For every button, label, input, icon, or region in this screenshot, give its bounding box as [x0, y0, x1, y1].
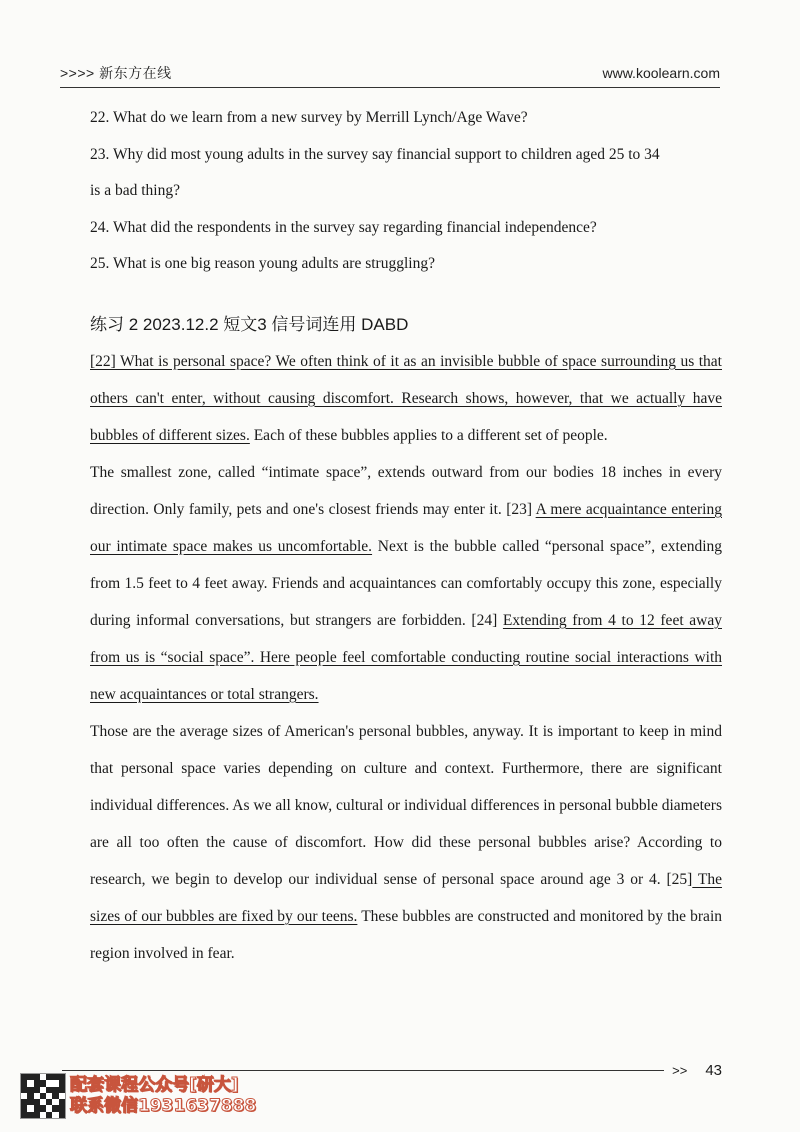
qr-code-icon — [20, 1073, 66, 1119]
page-number: 43 — [705, 1062, 722, 1079]
paragraph-3-text-a: Those are the average sizes of American's personal bubbles, anyway. It is important to keep in mind that personal space varies depending on culture and context. Furthermore, there are significant individual differences. As we all know, cultural or individual differences in personal bubble diameters are all too often the cause of discomfort. How did these personal bubbles arise? According to research, we begin to develop our individual sense of personal space around age 3 or 4. [25] — [90, 722, 722, 888]
underlined-sentence-22: [22] What is personal space? We often think of it as an invisible bubble of space surrounding us that others can't enter, without causing discomfort. Research shows, however, that we actually have bubbles of different sizes. — [90, 352, 722, 444]
page-header — [60, 63, 720, 88]
page-content — [90, 100, 722, 972]
question-22: 22. What do we learn from a new survey by Merrill Lynch/Age Wave? — [90, 109, 528, 126]
paragraph-3-text-b: These bubbles are constructed and monitored by the brain region involved in fear. — [90, 907, 722, 962]
watermark-line-1: 配套课程公众号[研大] — [70, 1075, 239, 1095]
paragraph-1 — [90, 343, 722, 454]
watermark — [20, 1073, 256, 1119]
paragraph-2-text-a: The smallest zone, called “intimate space”, extends outward from our bodies 18 inches in every direction. Only family, pets and one's closest friends may enter it. [23] — [90, 463, 722, 518]
paragraph-2 — [90, 454, 722, 713]
underlined-sentence-23: A mere acquaintance entering our intimate space makes us uncomfortable. — [90, 500, 722, 555]
paragraph-3 — [90, 713, 722, 972]
header-site-url: www.koolearn.com — [602, 65, 720, 81]
paragraph-1-text: Each of these bubbles applies to a different set of people. — [249, 426, 608, 444]
underlined-sentence-25: The sizes of our bubbles are fixed by our teens. — [90, 870, 722, 925]
underlined-sentence-24: Extending from 4 to 12 feet away from us is “social space”. Here people feel comfortable conducting routine social interactions with new acquaintances or total strangers. — [90, 611, 722, 703]
question-23-cont: is a bad thing? — [90, 182, 180, 199]
paragraph-2-text-b: Next is the bubble called “personal space”, extending from 1.5 feet to 4 feet away. Friends and acquaintances can comfortably occupy this zone, especially during informal conversations, but strangers are forbidden. [24] — [90, 537, 723, 629]
watermark-line-2: 联系微信1931637888 — [70, 1096, 257, 1116]
watermark-text — [70, 1075, 256, 1117]
header-brand: >>>> 新东方在线 — [60, 65, 172, 81]
question-23: 23. Why did most young adults in the survey say financial support to children aged 25 to 34 — [90, 145, 660, 163]
footer-divider — [62, 1070, 664, 1071]
question-25: 25. What is one big reason young adults are struggling? — [90, 255, 435, 272]
question-24: 24. What did the respondents in the survey say regarding financial independence? — [90, 218, 597, 236]
section-title: 练习 2 2023.12.2 短文3 信号词连用 DABD — [90, 314, 409, 334]
footer-arrows: >> — [672, 1063, 688, 1078]
